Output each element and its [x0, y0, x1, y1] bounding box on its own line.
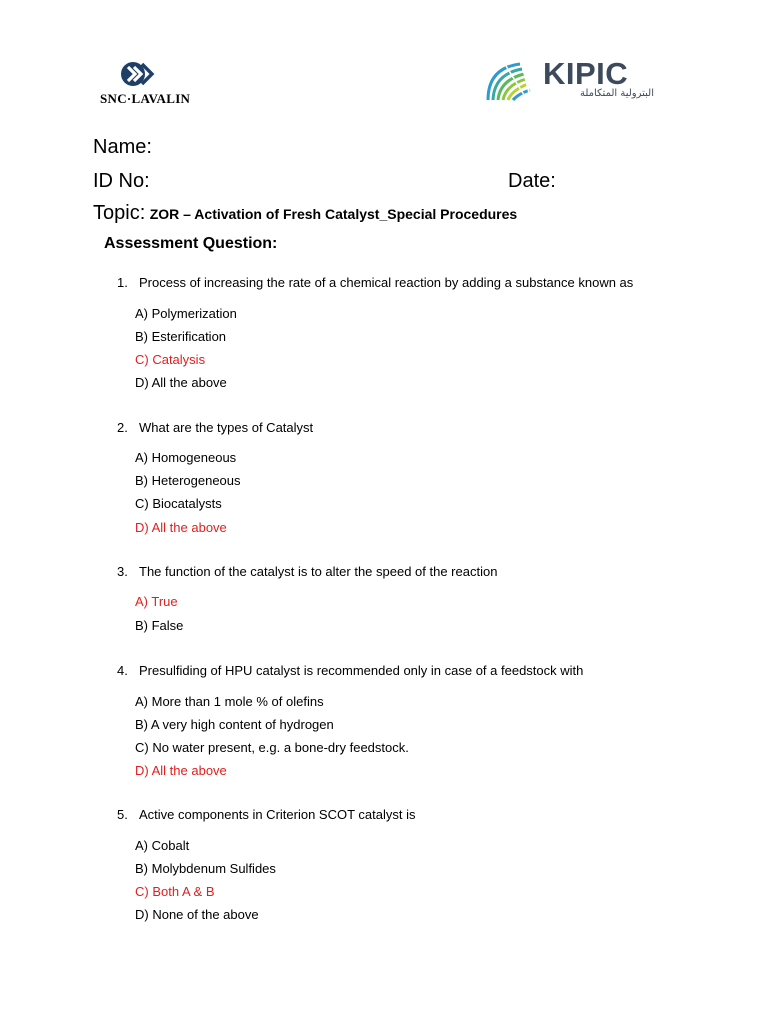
question-number: 3.: [117, 564, 128, 579]
question-1: [117, 276, 633, 289]
question-4: [117, 664, 583, 677]
question-text: Process of increasing the rate of a chemical reaction by adding a substance known as: [139, 275, 634, 290]
question-1-option-b: B) Esterification: [135, 329, 227, 344]
kipic-arabic-wordmark: البترولية المتكاملة: [579, 88, 654, 99]
topic-text: ZOR – Activation of Fresh Catalyst_Special Procedures: [149, 206, 518, 222]
question-text: Presulfiding of HPU catalyst is recommended only in case of a feedstock with: [139, 663, 584, 678]
question-1-option-a: A) Polymerization: [135, 306, 237, 321]
topic-label: Topic:: [93, 202, 146, 224]
kipic-wordmark: KIPIC: [543, 56, 629, 91]
question-4-option-d-correct: D) All the above: [135, 763, 227, 778]
question-number: 2.: [117, 420, 128, 435]
id-label: ID No:: [93, 170, 150, 192]
question-2: [117, 421, 313, 434]
question-5-option-a: A) Cobalt: [135, 838, 190, 853]
question-number: 4.: [117, 663, 128, 678]
snc-lavalin-wordmark: SNC·LAVALIN: [100, 91, 191, 106]
question-text: Active components in Criterion SCOT catalyst is: [139, 807, 416, 822]
question-number: 1.: [117, 275, 128, 290]
question-3-option-a-correct: A) True: [135, 594, 178, 609]
question-2-option-d-correct: D) All the above: [135, 520, 227, 535]
kipic-logo: [486, 56, 661, 104]
snc-lavalin-logo: [100, 58, 210, 108]
question-3-option-b: B) False: [135, 618, 184, 633]
question-4-option-b: B) A very high content of hydrogen: [135, 717, 334, 732]
question-5-option-b: B) Molybdenum Sulfides: [135, 861, 276, 876]
question-4-option-a: A) More than 1 mole % of olefins: [135, 694, 324, 709]
section-title: Assessment Question:: [104, 235, 278, 252]
date-label: Date:: [508, 170, 556, 192]
question-5-option-d: D) None of the above: [135, 907, 259, 922]
question-2-option-a: A) Homogeneous: [135, 450, 237, 465]
question-5: [117, 808, 415, 821]
question-1-option-d: D) All the above: [135, 375, 227, 390]
topic-line: [93, 203, 517, 223]
question-2-option-b: B) Heterogeneous: [135, 473, 241, 488]
kipic-mark-icon: [486, 62, 536, 102]
question-2-option-c: C) Biocatalysts: [135, 496, 222, 511]
question-1-option-c-correct: C) Catalysis: [135, 352, 206, 367]
question-3: [117, 565, 497, 578]
question-number: 5.: [117, 807, 128, 822]
snc-lavalin-mark-icon: [120, 58, 156, 90]
question-text: The function of the catalyst is to alter the speed of the reaction: [139, 564, 498, 579]
question-5-option-c-correct: C) Both A & B: [135, 884, 215, 899]
question-4-option-c: C) No water present, e.g. a bone-dry feedstock.: [135, 740, 409, 755]
name-label: Name:: [93, 136, 152, 158]
question-text: What are the types of Catalyst: [139, 420, 314, 435]
